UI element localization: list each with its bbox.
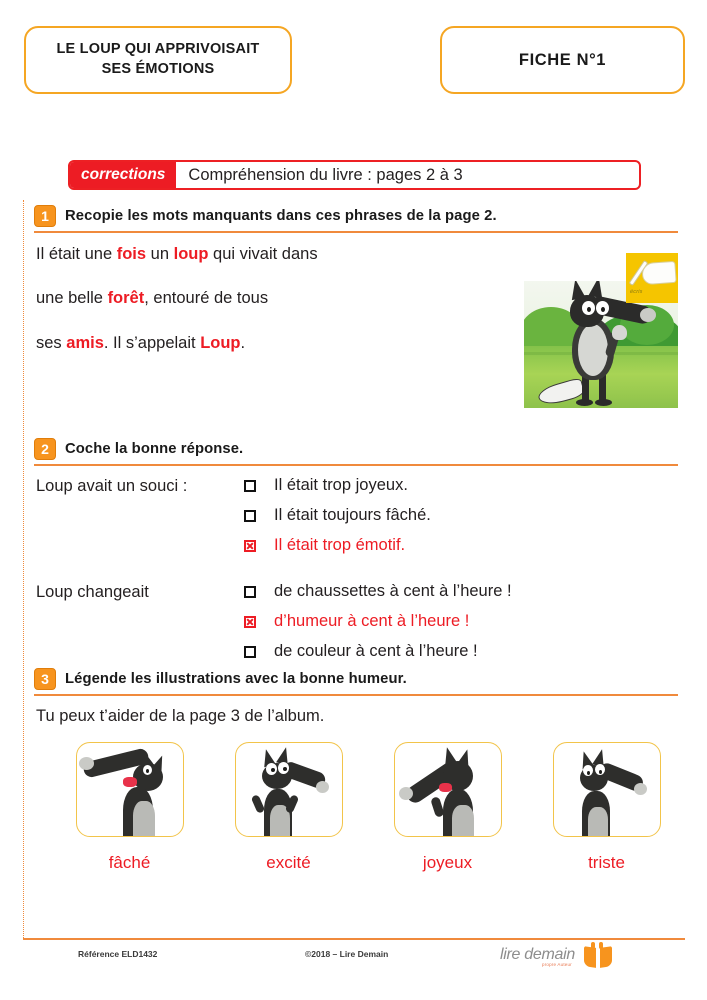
emotion-card-3-label: joyeux (422, 852, 473, 872)
option-q1-b[interactable] (244, 506, 686, 526)
publisher-logo (500, 942, 620, 974)
book-title-line-1: LE LOUP QUI APPRIVOISAIT (56, 41, 260, 58)
exercise-3-header (24, 668, 686, 690)
question-group-1 (24, 476, 686, 672)
book-title (57, 40, 260, 79)
wolf-arm (430, 796, 445, 818)
sentence-2-answer-1: forêt (107, 289, 145, 308)
publisher-logo-tagline: propre Auteur (542, 962, 572, 967)
footer-divider (23, 938, 685, 940)
emotion-card-2-label: excité (266, 852, 311, 872)
banner-subject: Compréhension du livre : pages 2 à 3 (188, 165, 463, 184)
exercise-1-number-badge: 1 (34, 205, 56, 227)
wolf-arm-left (250, 794, 265, 814)
write-hand-icon (626, 253, 678, 303)
sentence-3-part-3: . (240, 334, 246, 353)
sentence-3-part-1: ses (36, 334, 67, 353)
emotion-card-3 (368, 742, 527, 873)
wolf-nose (399, 787, 413, 800)
footer-copyright: ©2018 – Lire Demain (305, 949, 389, 959)
wolf-pupil (146, 769, 149, 773)
book-page-right (600, 946, 612, 968)
checkbox-checked-icon[interactable] (244, 616, 256, 628)
option-q2-b[interactable] (244, 612, 686, 632)
exercise-1-rule (34, 231, 678, 233)
question-1-options (244, 476, 686, 566)
sentence-1-part-2: un (146, 244, 174, 263)
checkbox-checked-icon[interactable] (244, 540, 256, 552)
exercise-3-subtitle: Tu peux t’aider de la page 3 de l’album. (36, 706, 325, 725)
question-2-options (244, 582, 686, 672)
wolf-nose (634, 783, 647, 795)
wolf-mouth (123, 777, 137, 787)
wolf-excited-illustration (235, 742, 343, 837)
option-q1-a-label: Il était trop joyeux. (274, 476, 408, 494)
option-q2-a-label: de chaussettes à cent à l’heure ! (274, 582, 512, 600)
checkbox-unchecked-icon[interactable] (244, 480, 256, 492)
emotion-card-2 (209, 742, 368, 873)
footer-reference: Référence ELD1432 (78, 949, 158, 959)
sheet-number-box (440, 26, 685, 94)
option-q1-c-label: Il était trop émotif. (274, 536, 406, 554)
sentence-3-answer-1: amis (66, 334, 104, 353)
emotion-card-4 (527, 742, 686, 873)
sentence-3-answer-2: Loup (200, 334, 241, 353)
exercise-2-rule (34, 464, 678, 466)
worksheet-content (23, 200, 685, 938)
exercise-1-title: Recopie les mots manquants dans ces phrases de la page 2. (65, 208, 497, 224)
sentence-1-answer-2: loup (173, 244, 209, 263)
wolf-pupil-right (599, 770, 602, 774)
wolf-pupil-left (587, 307, 591, 312)
exercise-2-header (24, 438, 686, 460)
wolf-pupil-left (587, 771, 590, 775)
wolf-sad-illustration (553, 742, 661, 837)
question-row-1 (36, 476, 686, 566)
exercise-1 (24, 205, 686, 379)
wolf-mouth (439, 783, 452, 792)
option-q2-c-label: de couleur à cent à l’heure ! (274, 642, 478, 660)
exercise-3-rule (34, 694, 678, 696)
publisher-logo-name: lire demain (500, 946, 575, 963)
corrections-tag: corrections (70, 162, 176, 188)
wolf-foot-left (576, 399, 593, 406)
sentence-2-part-1: une belle (36, 289, 108, 308)
sheet-number-label: FICHE N°1 (518, 50, 607, 69)
wolf-nose (79, 757, 94, 770)
emotion-card-1-label: fâché (108, 852, 151, 872)
question-1-stem: Loup avait un souci : (36, 476, 188, 495)
wolf-pupil-right (283, 767, 287, 771)
corrections-banner (68, 160, 641, 190)
book-page-left (584, 946, 596, 968)
wolf-nose (640, 308, 656, 322)
option-q2-a[interactable] (244, 582, 686, 602)
exercise-3-title: Légende les illustrations avec la bonne humeur. (65, 671, 407, 687)
exercise-3 (24, 668, 686, 873)
option-q2-b-label: d’humeur à cent à l’heure ! (274, 612, 470, 630)
question-row-2 (36, 582, 686, 672)
exercise-3-number-badge: 3 (34, 668, 56, 690)
wolf-belly (588, 807, 608, 837)
page-header (0, 26, 707, 96)
exercise-2 (24, 438, 686, 672)
wolf-belly (133, 801, 155, 837)
emotion-card-1 (50, 742, 209, 873)
question-spacer (36, 566, 686, 582)
checkbox-unchecked-icon[interactable] (244, 586, 256, 598)
wolf-belly (452, 805, 474, 837)
checkbox-unchecked-icon[interactable] (244, 510, 256, 522)
sentence-1-part-3: qui vivait dans (208, 244, 318, 263)
book-title-line-2: SES ÉMOTIONS (101, 61, 215, 77)
exercise-2-number-badge: 2 (34, 438, 56, 460)
sentence-2-part-2: , entouré de tous (144, 289, 269, 308)
wolf-hand (612, 325, 627, 340)
hand-icon (641, 260, 676, 284)
write-badge-label: écris (630, 288, 643, 295)
checkbox-unchecked-icon[interactable] (244, 646, 256, 658)
wolf-nose (316, 781, 329, 793)
option-q1-c[interactable] (244, 536, 686, 556)
page-footer (0, 946, 707, 986)
option-q1-b-label: Il était toujours fâché. (274, 506, 431, 524)
wolf-pupil-right (601, 307, 605, 312)
sentence-1-answer-1: fois (116, 244, 147, 263)
option-q1-a[interactable] (244, 476, 686, 496)
wolf-angry-illustration (76, 742, 184, 837)
wolf-pupil-left (271, 768, 275, 772)
open-book-icon (584, 942, 612, 968)
emotion-card-list (50, 742, 686, 873)
wolf-foot-right (595, 399, 612, 406)
exercise-1-body (24, 245, 686, 354)
exercise-1-header (24, 205, 686, 227)
question-2-stem: Loup changeait (36, 582, 149, 601)
option-q2-c[interactable] (244, 642, 686, 662)
emotion-card-4-label: triste (588, 852, 625, 872)
wolf-belly (578, 324, 608, 376)
exercise-2-title: Coche la bonne réponse. (65, 441, 244, 457)
book-title-box (24, 26, 292, 94)
wolf-happy-illustration (394, 742, 502, 837)
sentence-1-part-1: Il était une (36, 244, 117, 263)
sentence-3-part-2: . Il s’appelait (103, 334, 201, 353)
wolf-meadow-illustration (524, 253, 678, 408)
